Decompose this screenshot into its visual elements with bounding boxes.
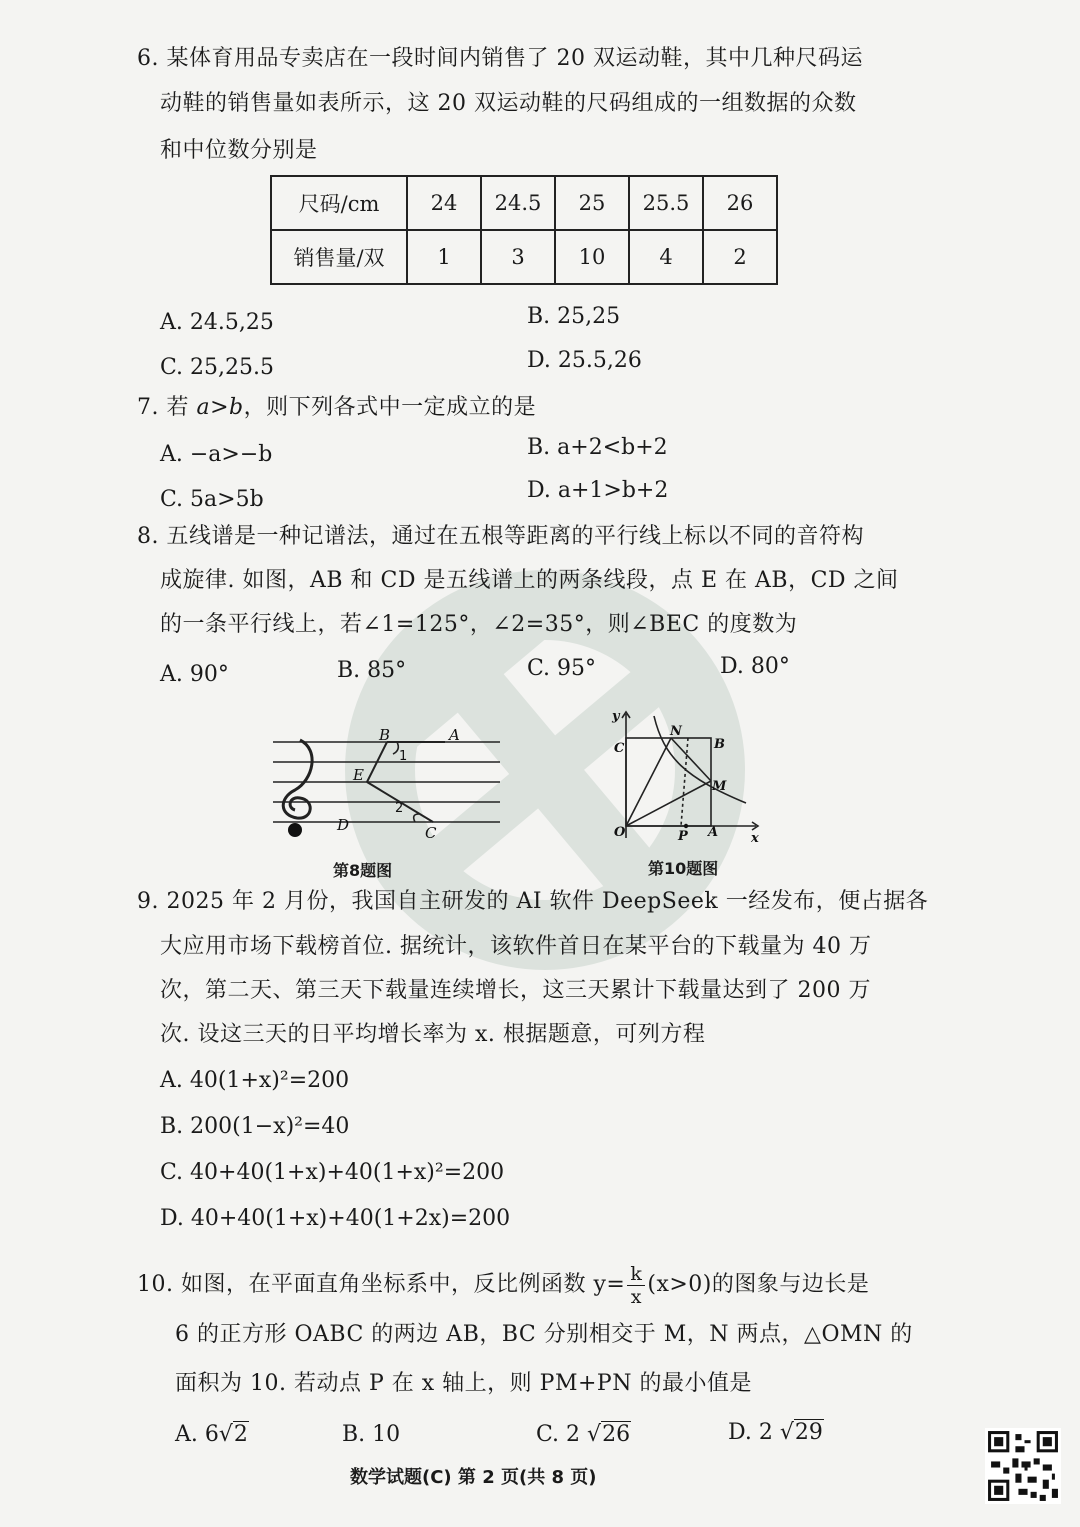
fig10-label-x: x bbox=[751, 831, 759, 846]
sqrt-icon: √ bbox=[218, 1422, 233, 1447]
fig10-label-o: O bbox=[614, 825, 626, 840]
fig10-label-b: B bbox=[714, 737, 725, 752]
q7-stem-post: ，则下列各式中一定成立的是 bbox=[243, 395, 537, 420]
q10-option-d-radicand: 29 bbox=[794, 1420, 823, 1445]
figure-8-caption: 第8题图 bbox=[333, 861, 393, 880]
fig8-label-c: C bbox=[425, 824, 437, 842]
figure-10-caption: 第10题图 bbox=[648, 859, 719, 878]
q7-option-b: B. a+2<b+2 bbox=[527, 435, 668, 460]
page-footer: 数学试题(C) 第 2 页(共 8 页) bbox=[350, 1467, 597, 1488]
q9-stem-line4: 次. 设这三天的日平均增长率为 x. 根据题意，可列方程 bbox=[160, 1022, 706, 1047]
q6-option-a: A. 24.5,25 bbox=[160, 310, 274, 335]
table-header-sales: 销售量/双 bbox=[271, 230, 407, 284]
fig10-label-a: A bbox=[708, 825, 719, 840]
q10-fraction-denominator: x bbox=[630, 1285, 642, 1308]
q7-option-d: D. a+1>b+2 bbox=[527, 478, 669, 503]
table-row bbox=[271, 176, 777, 230]
q10-stem-line1 bbox=[137, 1262, 869, 1308]
sqrt-icon: √ bbox=[779, 1420, 794, 1445]
q8-option-d: D. 80° bbox=[720, 654, 790, 679]
table-cell: 4 bbox=[629, 230, 703, 284]
fig8-angle-1: 1 bbox=[399, 749, 408, 764]
figure-10-coordinate bbox=[606, 708, 766, 853]
q10-option-b: B. 10 bbox=[342, 1422, 401, 1447]
table-header-size: 尺码/cm bbox=[271, 176, 407, 230]
fig10-label-c: C bbox=[614, 741, 625, 756]
q7-option-c: C. 5a>5b bbox=[160, 487, 264, 512]
fig8-label-e: E bbox=[353, 766, 364, 784]
table-cell: 25 bbox=[555, 176, 629, 230]
q9-option-c: C. 40+40(1+x)+40(1+x)²=200 bbox=[160, 1160, 505, 1185]
fig8-label-d: D bbox=[337, 816, 350, 834]
q8-stem-line2: 成旋律. 如图，AB 和 CD 是五线谱上的两条线段，点 E 在 AB，CD 之间 bbox=[160, 568, 899, 593]
q9-stem-line2: 大应用市场下载榜首位. 据统计，该软件首日在某平台的下载量为 40 万 bbox=[160, 934, 872, 959]
fig10-label-m: M bbox=[712, 779, 727, 794]
table-cell: 2 bbox=[703, 230, 777, 284]
table-cell: 24.5 bbox=[481, 176, 555, 230]
table-cell: 1 bbox=[407, 230, 481, 284]
table-cell: 3 bbox=[481, 230, 555, 284]
q8-option-b: B. 85° bbox=[337, 658, 407, 683]
q6-stem-line1: 6. 某体育用品专卖店在一段时间内销售了 20 双运动鞋，其中几种尺码运 bbox=[137, 46, 863, 71]
q9-option-b: B. 200(1−x)²=40 bbox=[160, 1114, 350, 1139]
fig10-label-p: P bbox=[678, 829, 688, 844]
table-cell: 25.5 bbox=[629, 176, 703, 230]
q8-option-c: C. 95° bbox=[527, 656, 597, 681]
fig10-label-n: N bbox=[670, 724, 682, 739]
fig10-label-y: y bbox=[612, 709, 620, 724]
table-cell: 24 bbox=[407, 176, 481, 230]
q6-option-b: B. 25,25 bbox=[527, 304, 621, 329]
table-cell: 26 bbox=[703, 176, 777, 230]
q6-option-c: C. 25,25.5 bbox=[160, 355, 275, 380]
q10-option-a-radicand: 2 bbox=[233, 1422, 248, 1447]
q10-stem-line1-pre: 10. 如图，在平面直角坐标系中，反比例函数 y= bbox=[137, 1272, 626, 1297]
q10-option-a bbox=[175, 1420, 249, 1450]
q7-stem-pre: 7. 若 bbox=[137, 395, 197, 420]
q10-fraction bbox=[627, 1263, 645, 1308]
q8-stem-line3: 的一条平行线上，若∠1=125°，∠2=35°，则∠BEC 的度数为 bbox=[160, 612, 798, 637]
fig8-label-b: B bbox=[379, 726, 391, 744]
table-cell: 10 bbox=[555, 230, 629, 284]
q10-option-c-prefix: C. 2 bbox=[536, 1422, 581, 1447]
q10-option-d bbox=[728, 1418, 824, 1448]
figure-8-staff bbox=[265, 720, 515, 845]
q10-stem-line1-post: (x>0)的图象与边长是 bbox=[647, 1272, 870, 1297]
q10-option-c-radicand: 26 bbox=[602, 1422, 631, 1447]
qr-code-icon bbox=[985, 1428, 1061, 1504]
table-row bbox=[271, 230, 777, 284]
q6-stem-line2: 动鞋的销售量如表所示，这 20 双运动鞋的尺码组成的一组数据的众数 bbox=[160, 91, 857, 116]
q7-stem-math: a>b bbox=[196, 395, 244, 420]
q10-stem-line3: 面积为 10. 若动点 P 在 x 轴上，则 PM+PN 的最小值是 bbox=[175, 1371, 752, 1396]
q10-fraction-numerator: k bbox=[627, 1263, 645, 1286]
q9-stem-line1: 9. 2025 年 2 月份，我国自主研发的 AI 软件 DeepSeek 一经发布，便占据各 bbox=[137, 889, 929, 914]
q10-stem-line2: 6 的正方形 OABC 的两边 AB，BC 分别相交于 M，N 两点，△OMN 的 bbox=[175, 1322, 913, 1347]
q10-option-d-prefix: D. 2 bbox=[728, 1420, 773, 1445]
fig8-label-a: A bbox=[449, 726, 460, 744]
q8-option-a: A. 90° bbox=[160, 662, 229, 687]
q9-stem-line3: 次，第二天、第三天下载量连续增长，这三天累计下载量达到了 200 万 bbox=[160, 978, 871, 1003]
q7-option-a: A. −a>−b bbox=[160, 442, 273, 467]
q8-stem-line1: 8. 五线谱是一种记谱法，通过在五根等距离的平行线上标以不同的音符构 bbox=[137, 524, 864, 549]
q10-option-c bbox=[536, 1420, 631, 1450]
sqrt-icon: √ bbox=[587, 1422, 602, 1447]
q6-stem-line3: 和中位数分别是 bbox=[160, 138, 318, 163]
q6-option-d: D. 25.5,26 bbox=[527, 348, 642, 373]
q7-stem bbox=[137, 393, 536, 423]
q10-option-a-prefix: A. 6 bbox=[175, 1422, 219, 1447]
shoe-size-table bbox=[270, 175, 778, 285]
q9-option-a: A. 40(1+x)²=200 bbox=[160, 1068, 350, 1093]
fig8-angle-2: 2 bbox=[395, 801, 404, 816]
q9-option-d: D. 40+40(1+x)+40(1+2x)=200 bbox=[160, 1206, 511, 1231]
